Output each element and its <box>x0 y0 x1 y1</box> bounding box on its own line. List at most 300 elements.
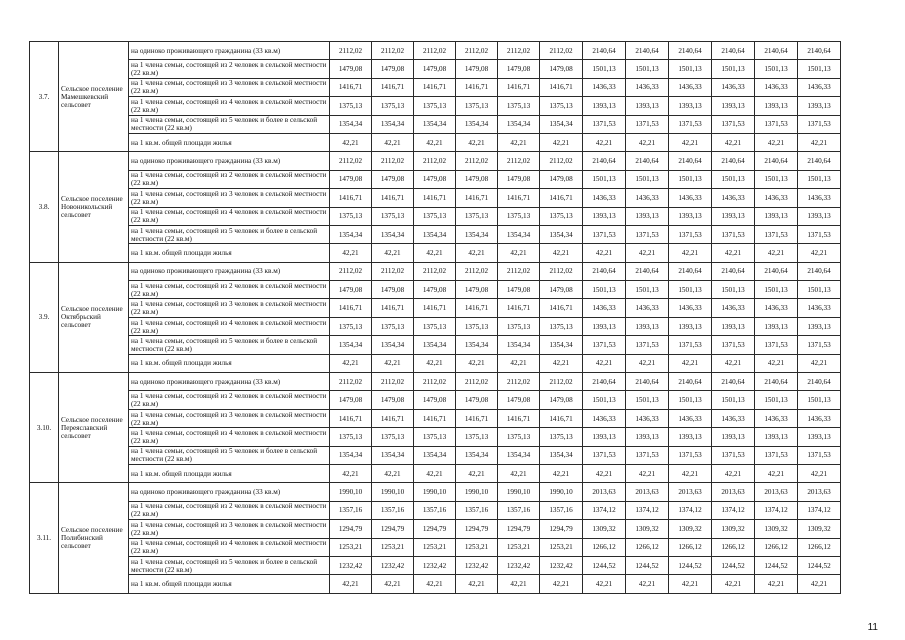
value-cell: 2140,64 <box>626 152 669 170</box>
category-label: на 1 члена семьи, состоящей из 3 человек в сельской местности (22 кв.м) <box>129 409 330 427</box>
table-row <box>30 78 841 96</box>
value-cell: 42,21 <box>498 354 540 372</box>
category-label: на 1 члена семьи, состоящей из 3 человек в сельской местности (22 кв.м) <box>129 520 330 538</box>
value-cell: 1416,71 <box>414 299 456 317</box>
value-cell: 1436,33 <box>798 78 841 96</box>
value-cell: 2140,64 <box>712 42 755 60</box>
value-cell: 2140,64 <box>669 262 712 280</box>
value-cell: 1501,13 <box>583 281 626 299</box>
value-cell: 1375,13 <box>498 317 540 335</box>
value-cell: 2112,02 <box>372 152 414 170</box>
value-cell: 1232,42 <box>330 556 372 574</box>
category-label: на 1 члена семьи, состоящей из 5 человек и более в сельской местности (22 кв.м) <box>129 115 330 133</box>
value-cell: 2112,02 <box>414 262 456 280</box>
value-cell: 42,21 <box>669 244 712 262</box>
value-cell: 42,21 <box>372 575 414 593</box>
value-cell: 2112,02 <box>330 152 372 170</box>
value-cell: 1416,71 <box>414 78 456 96</box>
value-cell: 1375,13 <box>414 207 456 225</box>
value-cell: 42,21 <box>583 354 626 372</box>
value-cell: 1416,71 <box>330 78 372 96</box>
value-cell: 1416,71 <box>456 189 498 207</box>
value-cell: 1244,52 <box>583 556 626 574</box>
value-cell: 1393,13 <box>798 97 841 115</box>
value-cell: 1354,34 <box>330 115 372 133</box>
value-cell: 1393,13 <box>583 207 626 225</box>
tariff-table <box>29 41 841 594</box>
value-cell: 42,21 <box>583 133 626 151</box>
value-cell: 1501,13 <box>626 391 669 409</box>
category-label: на одиноко проживающего гражданина (33 кв.м) <box>129 483 330 501</box>
value-cell: 2112,02 <box>372 373 414 391</box>
value-cell: 1354,34 <box>372 225 414 243</box>
value-cell: 42,21 <box>712 244 755 262</box>
value-cell: 1374,12 <box>583 501 626 519</box>
value-cell: 1375,13 <box>330 428 372 446</box>
value-cell: 1371,53 <box>798 446 841 464</box>
value-cell: 1990,10 <box>414 483 456 501</box>
value-cell: 42,21 <box>540 133 583 151</box>
value-cell: 1375,13 <box>330 97 372 115</box>
value-cell: 1232,42 <box>414 556 456 574</box>
value-cell: 2140,64 <box>626 373 669 391</box>
value-cell: 1371,53 <box>712 336 755 354</box>
value-cell: 1436,33 <box>583 78 626 96</box>
value-cell: 1416,71 <box>540 299 583 317</box>
category-label: на 1 члена семьи, состоящей из 4 человек в сельской местности (22 кв.м) <box>129 97 330 115</box>
value-cell: 42,21 <box>669 354 712 372</box>
value-cell: 1393,13 <box>755 207 798 225</box>
value-cell: 1354,34 <box>330 336 372 354</box>
value-cell: 1436,33 <box>798 409 841 427</box>
value-cell: 1479,08 <box>540 281 583 299</box>
value-cell: 1479,08 <box>456 391 498 409</box>
table-row <box>30 483 841 501</box>
value-cell: 2112,02 <box>540 42 583 60</box>
value-cell: 1501,13 <box>669 281 712 299</box>
category-label: на 1 члена семьи, состоящей из 2 человек в сельской местности (22 кв.м) <box>129 501 330 519</box>
value-cell: 1416,71 <box>498 78 540 96</box>
row-index: 3.11. <box>30 483 59 593</box>
value-cell: 2140,64 <box>798 42 841 60</box>
table-row <box>30 97 841 115</box>
value-cell: 2140,64 <box>712 152 755 170</box>
value-cell: 2112,02 <box>414 373 456 391</box>
value-cell: 1393,13 <box>755 97 798 115</box>
value-cell: 2140,64 <box>626 42 669 60</box>
value-cell: 1479,08 <box>372 281 414 299</box>
value-cell: 1416,71 <box>330 299 372 317</box>
value-cell: 2112,02 <box>456 262 498 280</box>
table-row <box>30 556 841 574</box>
value-cell: 42,21 <box>583 464 626 482</box>
table-row <box>30 60 841 78</box>
value-cell: 1374,12 <box>626 501 669 519</box>
value-cell: 42,21 <box>540 464 583 482</box>
value-cell: 1479,08 <box>372 60 414 78</box>
value-cell: 1253,21 <box>330 538 372 556</box>
value-cell: 1371,53 <box>755 446 798 464</box>
value-cell: 1416,71 <box>372 299 414 317</box>
value-cell: 1393,13 <box>626 317 669 335</box>
category-label: на 1 члена семьи, состоящей из 5 человек и более в сельской местности (22 кв.м) <box>129 556 330 574</box>
value-cell: 1309,32 <box>669 520 712 538</box>
value-cell: 2140,64 <box>669 42 712 60</box>
value-cell: 2112,02 <box>540 262 583 280</box>
value-cell: 1501,13 <box>712 281 755 299</box>
value-cell: 42,21 <box>755 133 798 151</box>
value-cell: 1375,13 <box>540 428 583 446</box>
value-cell: 42,21 <box>669 133 712 151</box>
category-label: на 1 члена семьи, состоящей из 3 человек в сельской местности (22 кв.м) <box>129 299 330 317</box>
value-cell: 1436,33 <box>626 78 669 96</box>
value-cell: 42,21 <box>712 354 755 372</box>
value-cell: 42,21 <box>330 354 372 372</box>
category-label: на 1 члена семьи, состоящей из 5 человек и более в сельской местности (22 кв.м) <box>129 446 330 464</box>
value-cell: 1354,34 <box>498 225 540 243</box>
value-cell: 42,21 <box>626 133 669 151</box>
value-cell: 1371,53 <box>712 225 755 243</box>
table-row <box>30 152 841 170</box>
value-cell: 1501,13 <box>626 281 669 299</box>
value-cell: 42,21 <box>498 244 540 262</box>
value-cell: 1393,13 <box>626 207 669 225</box>
value-cell: 1416,71 <box>456 299 498 317</box>
value-cell: 42,21 <box>372 133 414 151</box>
value-cell: 1479,08 <box>456 281 498 299</box>
value-cell: 2013,63 <box>712 483 755 501</box>
value-cell: 1354,34 <box>456 225 498 243</box>
value-cell: 42,21 <box>583 575 626 593</box>
value-cell: 1354,34 <box>456 336 498 354</box>
settlement-name: Сельское поселение Переяславский сельсовет <box>59 373 129 483</box>
value-cell: 1416,71 <box>540 189 583 207</box>
value-cell: 1354,34 <box>540 115 583 133</box>
value-cell: 1266,12 <box>626 538 669 556</box>
category-label: на 1 члена семьи, состоящей из 5 человек и более в сельской местности (22 кв.м) <box>129 336 330 354</box>
table-row <box>30 336 841 354</box>
value-cell: 2140,64 <box>798 262 841 280</box>
value-cell: 2140,64 <box>755 262 798 280</box>
value-cell: 1371,53 <box>669 115 712 133</box>
value-cell: 1253,21 <box>498 538 540 556</box>
value-cell: 2140,64 <box>755 152 798 170</box>
value-cell: 1416,71 <box>498 189 540 207</box>
table-row <box>30 225 841 243</box>
value-cell: 1393,13 <box>798 428 841 446</box>
category-label: на 1 члена семьи, состоящей из 2 человек в сельской местности (22 кв.м) <box>129 391 330 409</box>
value-cell: 2013,63 <box>583 483 626 501</box>
value-cell: 1393,13 <box>669 207 712 225</box>
value-cell: 42,21 <box>456 244 498 262</box>
value-cell: 1357,16 <box>372 501 414 519</box>
value-cell: 1309,32 <box>583 520 626 538</box>
value-cell: 1294,79 <box>330 520 372 538</box>
value-cell: 1371,53 <box>798 336 841 354</box>
value-cell: 42,21 <box>583 244 626 262</box>
value-cell: 1375,13 <box>414 97 456 115</box>
value-cell: 1479,08 <box>498 391 540 409</box>
value-cell: 2140,64 <box>712 373 755 391</box>
value-cell: 42,21 <box>626 575 669 593</box>
value-cell: 2112,02 <box>372 42 414 60</box>
value-cell: 1501,13 <box>755 60 798 78</box>
table-row <box>30 428 841 446</box>
value-cell: 1436,33 <box>712 78 755 96</box>
value-cell: 1479,08 <box>498 60 540 78</box>
value-cell: 1393,13 <box>583 317 626 335</box>
value-cell: 42,21 <box>669 464 712 482</box>
value-cell: 1354,34 <box>372 336 414 354</box>
table-row <box>30 299 841 317</box>
value-cell: 1393,13 <box>712 428 755 446</box>
value-cell: 1357,16 <box>330 501 372 519</box>
value-cell: 2140,64 <box>583 152 626 170</box>
value-cell: 2112,02 <box>540 373 583 391</box>
value-cell: 1436,33 <box>626 299 669 317</box>
table-row <box>30 133 841 151</box>
value-cell: 1393,13 <box>669 317 712 335</box>
table-row <box>30 409 841 427</box>
value-cell: 1266,12 <box>798 538 841 556</box>
value-cell: 1354,34 <box>414 446 456 464</box>
value-cell: 1990,10 <box>498 483 540 501</box>
table-row <box>30 464 841 482</box>
value-cell: 1354,34 <box>414 115 456 133</box>
value-cell: 2013,63 <box>798 483 841 501</box>
value-cell: 1501,13 <box>755 391 798 409</box>
category-label: на 1 члена семьи, состоящей из 2 человек в сельской местности (22 кв.м) <box>129 170 330 188</box>
value-cell: 1354,34 <box>372 115 414 133</box>
value-cell: 1375,13 <box>414 317 456 335</box>
value-cell: 1479,08 <box>414 391 456 409</box>
value-cell: 1416,71 <box>498 299 540 317</box>
table-row <box>30 207 841 225</box>
table-row <box>30 575 841 593</box>
value-cell: 1371,53 <box>669 225 712 243</box>
value-cell: 1371,53 <box>755 336 798 354</box>
value-cell: 1501,13 <box>712 170 755 188</box>
value-cell: 2013,63 <box>669 483 712 501</box>
value-cell: 1436,33 <box>755 409 798 427</box>
value-cell: 1375,13 <box>372 428 414 446</box>
value-cell: 1479,08 <box>330 170 372 188</box>
value-cell: 1416,71 <box>414 409 456 427</box>
value-cell: 42,21 <box>330 244 372 262</box>
value-cell: 1253,21 <box>414 538 456 556</box>
value-cell: 1416,71 <box>456 78 498 96</box>
value-cell: 2140,64 <box>583 373 626 391</box>
value-cell: 1371,53 <box>626 115 669 133</box>
value-cell: 1479,08 <box>540 170 583 188</box>
value-cell: 1266,12 <box>583 538 626 556</box>
value-cell: 42,21 <box>798 354 841 372</box>
category-label: на 1 члена семьи, состоящей из 4 человек в сельской местности (22 кв.м) <box>129 428 330 446</box>
value-cell: 1393,13 <box>669 428 712 446</box>
value-cell: 1244,52 <box>712 556 755 574</box>
value-cell: 42,21 <box>414 575 456 593</box>
value-cell: 42,21 <box>498 133 540 151</box>
value-cell: 2140,64 <box>798 373 841 391</box>
category-label: на 1 члена семьи, состоящей из 3 человек в сельской местности (22 кв.м) <box>129 78 330 96</box>
value-cell: 42,21 <box>414 133 456 151</box>
value-cell: 2112,02 <box>330 373 372 391</box>
value-cell: 1309,32 <box>755 520 798 538</box>
value-cell: 1479,08 <box>414 281 456 299</box>
value-cell: 42,21 <box>372 354 414 372</box>
value-cell: 2140,64 <box>669 373 712 391</box>
value-cell: 1479,08 <box>498 170 540 188</box>
value-cell: 1416,71 <box>330 189 372 207</box>
value-cell: 1479,08 <box>330 60 372 78</box>
value-cell: 1416,71 <box>540 78 583 96</box>
value-cell: 2140,64 <box>583 262 626 280</box>
value-cell: 1309,32 <box>626 520 669 538</box>
value-cell: 1354,34 <box>456 446 498 464</box>
value-cell: 1374,12 <box>798 501 841 519</box>
value-cell: 42,21 <box>414 244 456 262</box>
table-row <box>30 244 841 262</box>
category-label: на 1 члена семьи, состоящей из 2 человек в сельской местности (22 кв.м) <box>129 60 330 78</box>
value-cell: 1371,53 <box>712 446 755 464</box>
value-cell: 42,21 <box>755 244 798 262</box>
value-cell: 42,21 <box>798 244 841 262</box>
value-cell: 42,21 <box>456 354 498 372</box>
value-cell: 1354,34 <box>498 336 540 354</box>
table-row <box>30 189 841 207</box>
value-cell: 1501,13 <box>755 170 798 188</box>
value-cell: 2013,63 <box>626 483 669 501</box>
value-cell: 1232,42 <box>540 556 583 574</box>
value-cell: 1501,13 <box>798 281 841 299</box>
value-cell: 1375,13 <box>540 97 583 115</box>
value-cell: 2140,64 <box>669 152 712 170</box>
value-cell: 42,21 <box>330 575 372 593</box>
value-cell: 2112,02 <box>414 152 456 170</box>
category-label: на 1 члена семьи, состоящей из 2 человек в сельской местности (22 кв.м) <box>129 281 330 299</box>
value-cell: 1501,13 <box>626 60 669 78</box>
value-cell: 1375,13 <box>330 317 372 335</box>
value-cell: 2112,02 <box>456 42 498 60</box>
value-cell: 1371,53 <box>583 446 626 464</box>
category-label: на 1 члена семьи, состоящей из 3 человек в сельской местности (22 кв.м) <box>129 189 330 207</box>
value-cell: 1354,34 <box>498 446 540 464</box>
value-cell: 1479,08 <box>414 60 456 78</box>
value-cell: 42,21 <box>414 464 456 482</box>
value-cell: 2140,64 <box>755 373 798 391</box>
value-cell: 1501,13 <box>798 170 841 188</box>
value-cell: 1501,13 <box>583 60 626 78</box>
value-cell: 1354,34 <box>540 446 583 464</box>
value-cell: 2112,02 <box>456 152 498 170</box>
value-cell: 1501,13 <box>712 391 755 409</box>
value-cell: 1354,34 <box>498 115 540 133</box>
value-cell: 1294,79 <box>414 520 456 538</box>
value-cell: 1436,33 <box>583 299 626 317</box>
value-cell: 1375,13 <box>540 207 583 225</box>
value-cell: 42,21 <box>712 575 755 593</box>
value-cell: 1990,10 <box>540 483 583 501</box>
value-cell: 1393,13 <box>669 97 712 115</box>
value-cell: 42,21 <box>626 354 669 372</box>
category-label: на одиноко проживающего гражданина (33 кв.м) <box>129 262 330 280</box>
value-cell: 2112,02 <box>498 262 540 280</box>
value-cell: 1371,53 <box>583 336 626 354</box>
value-cell: 1232,42 <box>372 556 414 574</box>
value-cell: 1436,33 <box>626 189 669 207</box>
value-cell: 1479,08 <box>540 60 583 78</box>
value-cell: 1479,08 <box>330 391 372 409</box>
value-cell: 1416,71 <box>372 189 414 207</box>
value-cell: 1416,71 <box>414 189 456 207</box>
value-cell: 1393,13 <box>626 97 669 115</box>
table-row <box>30 281 841 299</box>
value-cell: 1371,53 <box>755 115 798 133</box>
value-cell: 1501,13 <box>798 391 841 409</box>
value-cell: 1232,42 <box>456 556 498 574</box>
category-label: на 1 члена семьи, состоящей из 4 человек в сельской местности (22 кв.м) <box>129 317 330 335</box>
value-cell: 1375,13 <box>498 428 540 446</box>
value-cell: 1374,12 <box>712 501 755 519</box>
value-cell: 1393,13 <box>583 428 626 446</box>
settlement-name: Сельское поселение Мамешкевский сельсовет <box>59 42 129 152</box>
value-cell: 1294,79 <box>456 520 498 538</box>
value-cell: 1357,16 <box>498 501 540 519</box>
value-cell: 1354,34 <box>540 336 583 354</box>
value-cell: 42,21 <box>456 133 498 151</box>
value-cell: 1501,13 <box>583 170 626 188</box>
value-cell: 1479,08 <box>456 60 498 78</box>
value-cell: 1354,34 <box>330 446 372 464</box>
table-row <box>30 520 841 538</box>
value-cell: 1436,33 <box>755 299 798 317</box>
category-label: на одиноко проживающего гражданина (33 кв.м) <box>129 42 330 60</box>
value-cell: 42,21 <box>755 464 798 482</box>
value-cell: 1354,34 <box>414 225 456 243</box>
value-cell: 1479,08 <box>372 170 414 188</box>
value-cell: 1357,16 <box>456 501 498 519</box>
value-cell: 1990,10 <box>456 483 498 501</box>
value-cell: 1393,13 <box>583 97 626 115</box>
value-cell: 1375,13 <box>456 317 498 335</box>
value-cell: 1501,13 <box>669 170 712 188</box>
table-body <box>30 42 841 594</box>
value-cell: 42,21 <box>626 464 669 482</box>
value-cell: 42,21 <box>540 354 583 372</box>
value-cell: 1479,08 <box>330 281 372 299</box>
value-cell: 1354,34 <box>372 446 414 464</box>
category-label: на 1 кв.м. общей площади жилья <box>129 354 330 372</box>
value-cell: 1371,53 <box>626 336 669 354</box>
category-label: на 1 кв.м. общей площади жилья <box>129 464 330 482</box>
value-cell: 1393,13 <box>712 97 755 115</box>
value-cell: 42,21 <box>540 244 583 262</box>
value-cell: 1354,34 <box>414 336 456 354</box>
value-cell: 42,21 <box>798 133 841 151</box>
value-cell: 1501,13 <box>712 60 755 78</box>
value-cell: 1393,13 <box>798 317 841 335</box>
value-cell: 1393,13 <box>712 317 755 335</box>
category-label: на 1 кв.м. общей площади жилья <box>129 575 330 593</box>
value-cell: 1479,08 <box>540 391 583 409</box>
value-cell: 1375,13 <box>456 207 498 225</box>
value-cell: 1501,13 <box>583 391 626 409</box>
value-cell: 2112,02 <box>498 152 540 170</box>
value-cell: 1371,53 <box>798 225 841 243</box>
value-cell: 1354,34 <box>330 225 372 243</box>
page-number: 11 <box>867 622 878 633</box>
settlement-name: Сельское поселение Полибинский сельсовет <box>59 483 129 593</box>
